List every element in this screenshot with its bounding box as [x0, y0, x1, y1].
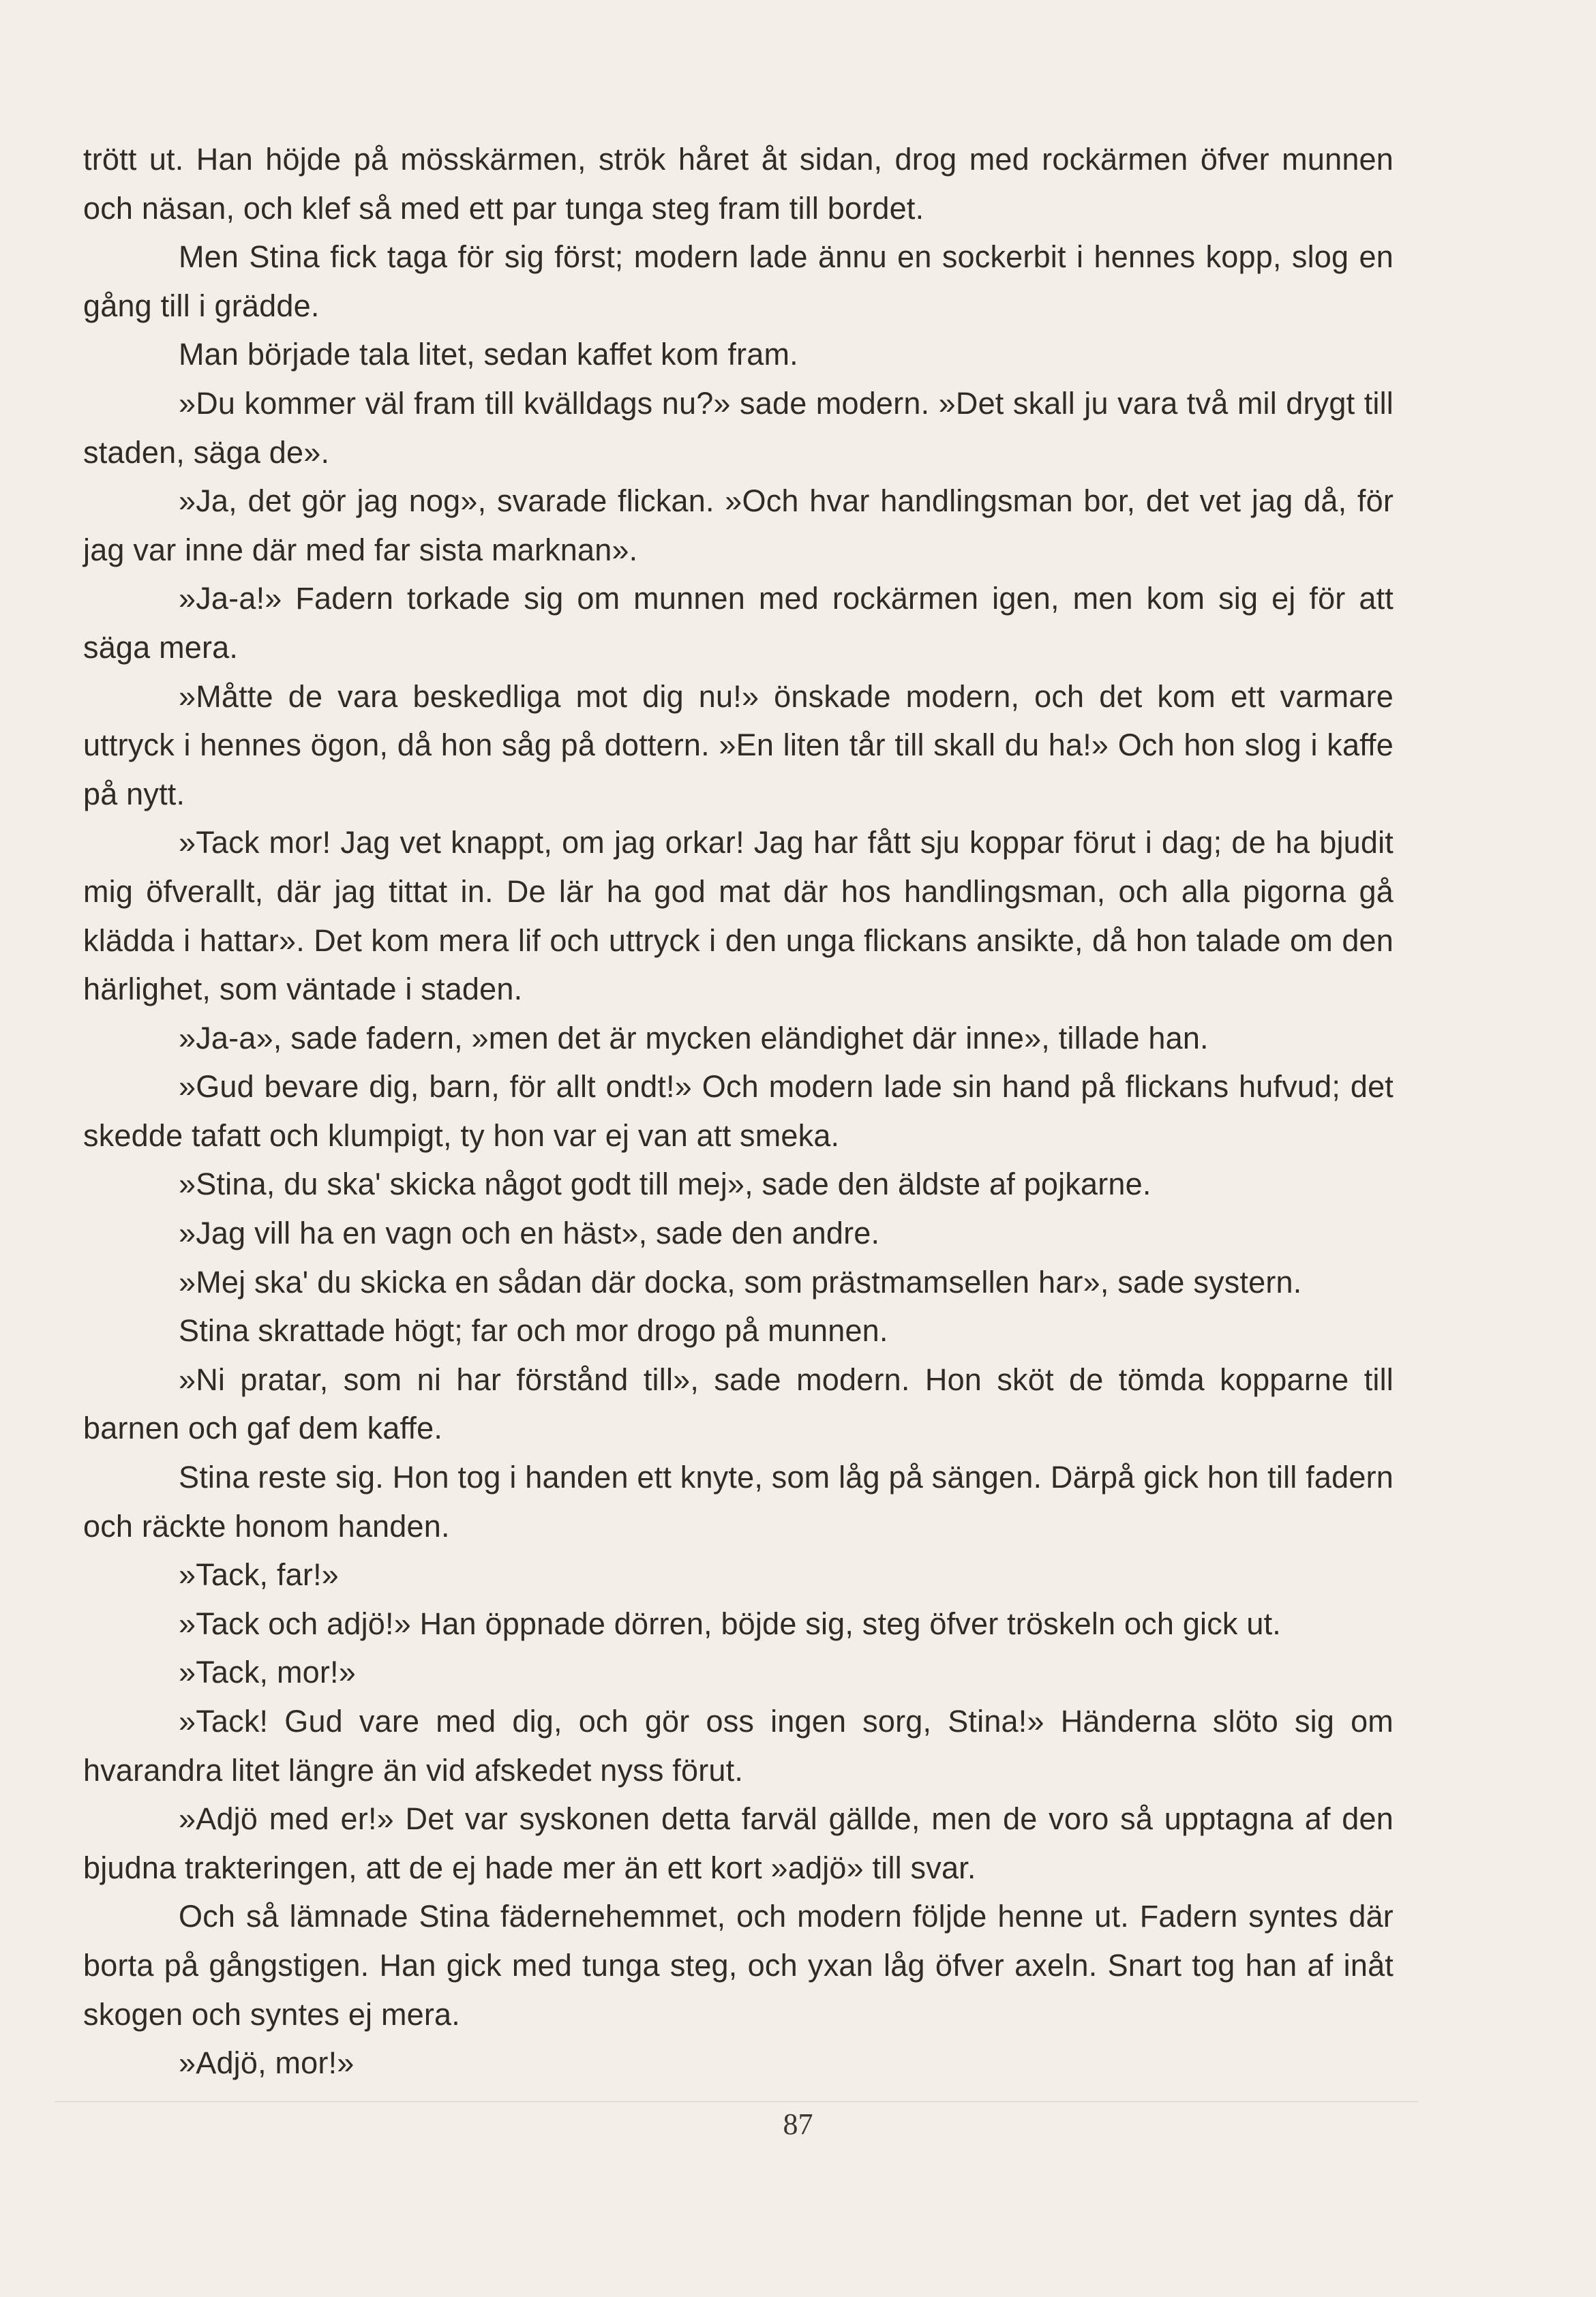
paragraph: »Adjö med er!» Det var syskonen detta farväl gällde, men de voro så upptagna af den bjudna trakteringen, att de ej hade mer än ett kort »adjö» till svar.	[83, 1801, 1394, 1885]
paragraph: »Du kommer väl fram till kvälldags nu?» sade modern. »Det skall ju vara två mil drygt till staden, säga de».	[83, 385, 1394, 470]
paragraph: Man började tala litet, sedan kaffet kom fram.	[179, 337, 798, 372]
paragraph: »Stina, du ska' skicka något godt till mej», sade den äldste af pojkarne.	[179, 1167, 1151, 1202]
paragraph: Men Stina fick taga för sig först; modern lade ännu en sockerbit i hennes kopp, slog en gång till i grädde.	[83, 239, 1394, 323]
paragraph: Stina reste sig. Hon tog i handen ett knyte, som låg på sängen. Därpå gick hon till fadern och räckte honom handen.	[83, 1460, 1394, 1544]
paragraph: »Tack mor! Jag vet knappt, om jag orkar! Jag har fått sju koppar förut i dag; de ha bjudit mig öfverallt, där jag tittat in. De lär ha god mat där hos handlingsman, och alla pigorna gå klädda i hattar». Det kom mera lif och uttryck i den unga flickans ansikte, då hon talade om den härlighet, som väntade i staden.	[83, 825, 1394, 1007]
paragraph: »Mej ska' du skicka en sådan där docka, som prästmamsellen har», sade systern.	[179, 1264, 1302, 1300]
paragraph: »Ni pratar, som ni har förstånd till», sade modern. Hon sköt de tömda kopparne till barnen och gaf dem kaffe.	[83, 1362, 1394, 1446]
paragraph: Stina skrattade högt; far och mor drogo på munnen.	[179, 1313, 888, 1349]
paragraph: »Ja, det gör jag nog», svarade flickan. »Och hvar handlingsman bor, det vet jag då, för jag var inne där med far sista marknan».	[83, 483, 1394, 567]
paragraph: »Måtte de vara beskedliga mot dig nu!» önskade modern, och det kom ett varmare uttryck i hennes ögon, då hon såg på dottern. »En liten tår till skall du ha!» Och hon slog i kaffe på nytt.	[83, 678, 1394, 811]
page-number: 87	[783, 2107, 813, 2141]
paragraph: »Tack, mor!»	[179, 1655, 356, 1690]
paragraph: »Gud bevare dig, barn, för allt ondt!» Och modern lade sin hand på flickans hufvud; det skedde tafatt och klumpigt, ty hon var ej van att smeka.	[83, 1069, 1394, 1153]
paragraph: »Tack, far!»	[179, 1557, 340, 1593]
paragraph: »Tack! Gud vare med dig, och gör oss ingen sorg, Stina!» Händerna slöto sig om hvarandra litet längre än vid afskedet nyss förut.	[83, 1704, 1394, 1788]
paragraph: trött ut. Han höjde på mösskärmen, strök håret åt sidan, drog med rockärmen öfver munnen och näsan, och klef så med ett par tunga steg fram till bordet.	[83, 142, 1394, 226]
paragraph: »Jag vill ha en vagn och en häst», sade den andre.	[179, 1216, 880, 1251]
paragraph: Och så lämnade Stina fädernehemmet, och modern följde henne ut. Fadern syntes där borta på gångstigen. Han gick med tunga steg, och yxan låg öfver axeln. Snart tog han af inåt skogen och syntes ej mera.	[83, 1899, 1394, 2032]
paragraph: »Ja-a», sade fadern, »men det är mycken eländighet där inne», tillade han.	[179, 1020, 1209, 1055]
paragraph: »Tack och adjö!» Han öppnade dörren, böjde sig, steg öfver tröskeln och gick ut.	[179, 1606, 1281, 1641]
paragraph: »Adjö, mor!»	[179, 2045, 355, 2081]
page-divider	[55, 2101, 1418, 2102]
paragraph: »Ja-a!» Fadern torkade sig om munnen med rockärmen igen, men kom sig ej för att säga mera.	[83, 581, 1394, 665]
body-text	[83, 135, 1394, 2088]
